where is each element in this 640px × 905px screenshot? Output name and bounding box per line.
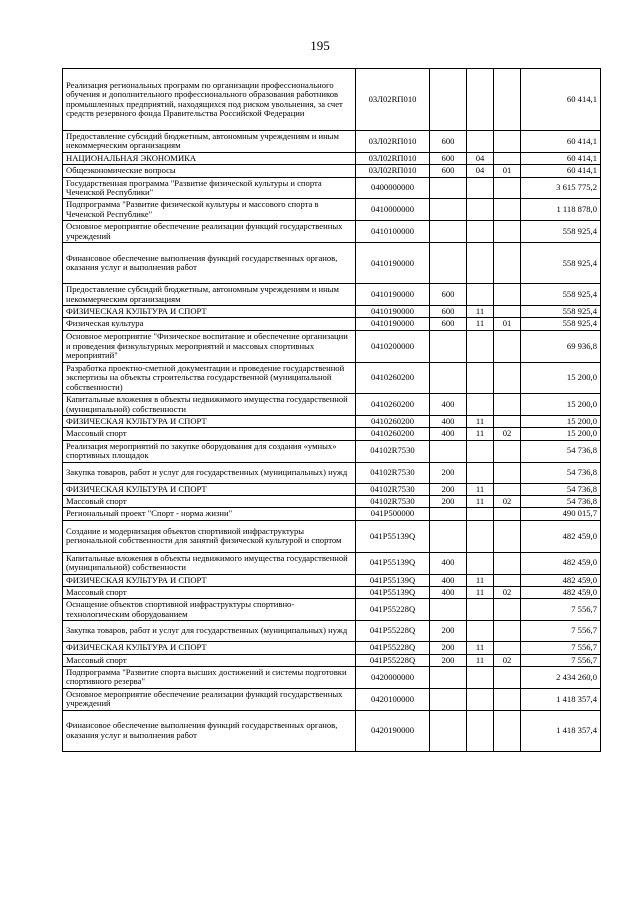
- cell-amount: 558 925,4: [521, 221, 601, 243]
- cell-rz: 11: [467, 306, 494, 318]
- table-row: [63, 330, 601, 362]
- cell-vr: [430, 710, 467, 751]
- cell-vr: 200: [430, 654, 467, 666]
- cell-pr: 01: [494, 165, 521, 177]
- cell-name: Капитальные вложения в объекты недвижимого имущества государственной (муниципальной) собственности: [63, 552, 356, 574]
- cell-vr: [430, 667, 467, 689]
- table-row: [63, 654, 601, 666]
- cell-code: 04102R7530: [356, 462, 430, 483]
- cell-vr: 600: [430, 284, 467, 306]
- cell-rz: 11: [467, 483, 494, 495]
- cell-vr: 600: [430, 131, 467, 153]
- cell-pr: 01: [494, 318, 521, 330]
- cell-code: 0410000000: [356, 199, 430, 221]
- cell-rz: 11: [467, 642, 494, 654]
- cell-code: 041P55139Q: [356, 586, 430, 598]
- cell-name: ФИЗИЧЕСКАЯ КУЛЬТУРА И СПОРТ: [63, 483, 356, 495]
- page-number: 195: [310, 38, 330, 53]
- cell-rz: 11: [467, 415, 494, 427]
- cell-rz: [467, 667, 494, 689]
- cell-code: 0410190000: [356, 243, 430, 284]
- cell-rz: [467, 330, 494, 362]
- cell-name: Массовый спорт: [63, 428, 356, 440]
- cell-code: 041P55139Q: [356, 552, 430, 574]
- cell-name: Финансовое обеспечение выполнения функций государственных органов, оказания услуг и выполнения работ: [63, 710, 356, 751]
- cell-vr: 200: [430, 621, 467, 642]
- cell-pr: [494, 362, 521, 393]
- cell-code: 0410200000: [356, 330, 430, 362]
- table-row: [63, 520, 601, 552]
- cell-pr: [494, 621, 521, 642]
- cell-vr: [430, 243, 467, 284]
- cell-rz: [467, 710, 494, 751]
- cell-vr: 600: [430, 306, 467, 318]
- table-row: [63, 152, 601, 164]
- cell-name: Реализация мероприятий по закупке оборудования для создания «умных» спортивных площадок: [63, 440, 356, 462]
- cell-rz: [467, 69, 494, 131]
- table-row: [63, 710, 601, 751]
- cell-name: Реализация региональных программ по организации профессионального обучения и дополнительного профессионального образования работников промышленных предприятий, находящихся под риском увольнения, за счет средств резервного фонда Правительства Российской Федерации: [63, 69, 356, 131]
- cell-code: 0410190000: [356, 318, 430, 330]
- cell-amount: 3 615 775,2: [521, 177, 601, 199]
- cell-amount: 482 459,0: [521, 520, 601, 552]
- cell-name: Государственная программа "Развитие физической культуры и спорта Чеченской Республики": [63, 177, 356, 199]
- cell-amount: 558 925,4: [521, 318, 601, 330]
- cell-amount: 54 736,8: [521, 440, 601, 462]
- cell-vr: 400: [430, 586, 467, 598]
- cell-amount: 60 414,1: [521, 69, 601, 131]
- cell-pr: [494, 552, 521, 574]
- table-row: [63, 131, 601, 153]
- cell-name: Закупка товаров, работ и услуг для государственных (муниципальных) нужд: [63, 462, 356, 483]
- cell-pr: [494, 69, 521, 131]
- cell-name: ФИЗИЧЕСКАЯ КУЛЬТУРА И СПОРТ: [63, 574, 356, 586]
- cell-name: Региональный проект "Спорт - норма жизни": [63, 508, 356, 520]
- cell-name: Общеэкономические вопросы: [63, 165, 356, 177]
- cell-amount: 558 925,4: [521, 306, 601, 318]
- cell-code: 041P55228Q: [356, 642, 430, 654]
- table-row: [63, 415, 601, 427]
- table-row: [63, 621, 601, 642]
- table-row: [63, 574, 601, 586]
- cell-vr: [430, 330, 467, 362]
- table-row: [63, 177, 601, 199]
- cell-amount: 15 200,0: [521, 362, 601, 393]
- cell-pr: [494, 440, 521, 462]
- cell-pr: [494, 131, 521, 153]
- cell-pr: [494, 574, 521, 586]
- table-row: [63, 69, 601, 131]
- cell-pr: [494, 221, 521, 243]
- table-row: [63, 508, 601, 520]
- table-row: [63, 552, 601, 574]
- cell-amount: 15 200,0: [521, 428, 601, 440]
- cell-code: 041P500000: [356, 508, 430, 520]
- budget-table: [62, 68, 601, 752]
- cell-rz: [467, 621, 494, 642]
- cell-amount: 482 459,0: [521, 574, 601, 586]
- cell-name: Оснащение объектов спортивной инфраструктуры спортивно-технологическим оборудованием: [63, 599, 356, 621]
- cell-vr: [430, 177, 467, 199]
- cell-vr: [430, 440, 467, 462]
- cell-name: Основное мероприятие обеспечение реализации функций государственных учреждений: [63, 221, 356, 243]
- cell-code: 041P55228Q: [356, 599, 430, 621]
- cell-vr: 600: [430, 318, 467, 330]
- cell-rz: [467, 284, 494, 306]
- cell-vr: 400: [430, 428, 467, 440]
- cell-amount: 7 556,7: [521, 654, 601, 666]
- cell-code: 041P55228Q: [356, 621, 430, 642]
- cell-rz: 04: [467, 152, 494, 164]
- cell-rz: [467, 688, 494, 710]
- table-row: [63, 362, 601, 393]
- cell-amount: 54 736,8: [521, 462, 601, 483]
- cell-pr: 02: [494, 654, 521, 666]
- cell-name: НАЦИОНАЛЬНАЯ ЭКОНОМИКА: [63, 152, 356, 164]
- cell-name: Массовый спорт: [63, 586, 356, 598]
- cell-amount: 54 736,8: [521, 483, 601, 495]
- cell-pr: [494, 667, 521, 689]
- table-row: [63, 495, 601, 507]
- cell-rz: 11: [467, 318, 494, 330]
- cell-code: 0410100000: [356, 221, 430, 243]
- cell-pr: [494, 415, 521, 427]
- table-row: [63, 306, 601, 318]
- cell-name: Предоставление субсидий бюджетным, автономным учреждениям и иным некоммерческим организациям: [63, 131, 356, 153]
- table-row: [63, 483, 601, 495]
- cell-code: 041P55139Q: [356, 574, 430, 586]
- table-row: [63, 428, 601, 440]
- cell-amount: 482 459,0: [521, 586, 601, 598]
- cell-code: 0410260200: [356, 362, 430, 393]
- cell-amount: 1 418 357,4: [521, 710, 601, 751]
- cell-name: ФИЗИЧЕСКАЯ КУЛЬТУРА И СПОРТ: [63, 642, 356, 654]
- cell-vr: 200: [430, 483, 467, 495]
- cell-amount: 54 736,8: [521, 495, 601, 507]
- table-row: [63, 394, 601, 416]
- cell-code: 04102R7530: [356, 483, 430, 495]
- cell-amount: 60 414,1: [521, 165, 601, 177]
- cell-vr: 600: [430, 165, 467, 177]
- cell-pr: [494, 330, 521, 362]
- cell-vr: [430, 688, 467, 710]
- cell-name: ФИЗИЧЕСКАЯ КУЛЬТУРА И СПОРТ: [63, 306, 356, 318]
- cell-code: 0410260200: [356, 428, 430, 440]
- table-row: [63, 199, 601, 221]
- cell-rz: [467, 221, 494, 243]
- cell-name: Основное мероприятие "Физическое воспитание и обеспечение организации и проведения физкультурных мероприятий и массовых спортивных мероприятий": [63, 330, 356, 362]
- cell-amount: 60 414,1: [521, 131, 601, 153]
- cell-name: Массовый спорт: [63, 654, 356, 666]
- cell-amount: 15 200,0: [521, 394, 601, 416]
- cell-vr: [430, 520, 467, 552]
- cell-pr: 02: [494, 586, 521, 598]
- cell-code: 0410260200: [356, 394, 430, 416]
- cell-rz: [467, 199, 494, 221]
- cell-code: 0400000000: [356, 177, 430, 199]
- table-row: [63, 688, 601, 710]
- cell-amount: 490 015,7: [521, 508, 601, 520]
- cell-pr: [494, 483, 521, 495]
- cell-rz: [467, 520, 494, 552]
- cell-rz: [467, 440, 494, 462]
- cell-vr: [430, 199, 467, 221]
- cell-rz: 11: [467, 495, 494, 507]
- cell-rz: 11: [467, 574, 494, 586]
- budget-table-body: [63, 69, 601, 752]
- cell-code: 03Л02RП010: [356, 131, 430, 153]
- table-row: [63, 318, 601, 330]
- cell-rz: [467, 462, 494, 483]
- cell-name: Предоставление субсидий бюджетным, автономным учреждениям и иным некоммерческим организациям: [63, 284, 356, 306]
- cell-vr: [430, 221, 467, 243]
- cell-rz: 11: [467, 428, 494, 440]
- cell-pr: [494, 642, 521, 654]
- cell-amount: 1 418 357,4: [521, 688, 601, 710]
- cell-name: Подпрограмма "Развитие спорта высших достижений и системы подготовки спортивного резерва": [63, 667, 356, 689]
- cell-name: Массовый спорт: [63, 495, 356, 507]
- table-row: [63, 243, 601, 284]
- cell-code: 041P55139Q: [356, 520, 430, 552]
- cell-code: 04102R7530: [356, 495, 430, 507]
- cell-code: 041P55228Q: [356, 654, 430, 666]
- cell-code: 0410260200: [356, 415, 430, 427]
- cell-rz: 11: [467, 586, 494, 598]
- cell-vr: 400: [430, 574, 467, 586]
- cell-rz: 11: [467, 654, 494, 666]
- table-row: [63, 284, 601, 306]
- cell-code: 04102R7530: [356, 440, 430, 462]
- cell-pr: [494, 306, 521, 318]
- cell-pr: [494, 599, 521, 621]
- cell-amount: 2 434 260,0: [521, 667, 601, 689]
- cell-vr: 200: [430, 642, 467, 654]
- cell-pr: [494, 520, 521, 552]
- cell-rz: [467, 243, 494, 284]
- cell-pr: [494, 462, 521, 483]
- cell-pr: [494, 177, 521, 199]
- cell-rz: [467, 508, 494, 520]
- cell-pr: [494, 688, 521, 710]
- cell-pr: [494, 199, 521, 221]
- cell-pr: 02: [494, 495, 521, 507]
- cell-code: 0420000000: [356, 667, 430, 689]
- table-row: [63, 586, 601, 598]
- table-row: [63, 462, 601, 483]
- cell-name: Финансовое обеспечение выполнения функций государственных органов, оказания услуг и выполнения работ: [63, 243, 356, 284]
- cell-pr: 02: [494, 428, 521, 440]
- cell-rz: [467, 362, 494, 393]
- table-row: [63, 642, 601, 654]
- cell-rz: [467, 394, 494, 416]
- cell-amount: 7 556,7: [521, 642, 601, 654]
- cell-amount: 558 925,4: [521, 284, 601, 306]
- cell-code: 0420100000: [356, 688, 430, 710]
- cell-code: 03Л02RП010: [356, 69, 430, 131]
- cell-name: Подпрограмма "Развитие физической культуры и массового спорта в Чеченской Республике": [63, 199, 356, 221]
- cell-code: 0410190000: [356, 284, 430, 306]
- cell-pr: [494, 152, 521, 164]
- cell-name: ФИЗИЧЕСКАЯ КУЛЬТУРА И СПОРТ: [63, 415, 356, 427]
- cell-rz: [467, 177, 494, 199]
- table-row: [63, 440, 601, 462]
- cell-name: Капитальные вложения в объекты недвижимого имущества государственной (муниципальной) собственности: [63, 394, 356, 416]
- cell-rz: [467, 131, 494, 153]
- cell-pr: [494, 508, 521, 520]
- cell-pr: [494, 243, 521, 284]
- cell-amount: 60 414,1: [521, 152, 601, 164]
- table-row: [63, 667, 601, 689]
- cell-code: 03Л02RП010: [356, 165, 430, 177]
- cell-vr: [430, 599, 467, 621]
- cell-vr: [430, 508, 467, 520]
- cell-code: 0410190000: [356, 306, 430, 318]
- cell-name: Закупка товаров, работ и услуг для государственных (муниципальных) нужд: [63, 621, 356, 642]
- table-row: [63, 599, 601, 621]
- cell-amount: 69 936,8: [521, 330, 601, 362]
- cell-vr: [430, 69, 467, 131]
- cell-code: 0420190000: [356, 710, 430, 751]
- cell-vr: 400: [430, 415, 467, 427]
- cell-pr: [494, 394, 521, 416]
- cell-vr: 200: [430, 495, 467, 507]
- cell-vr: 200: [430, 462, 467, 483]
- cell-code: 03Л02RП010: [356, 152, 430, 164]
- cell-amount: 482 459,0: [521, 552, 601, 574]
- cell-vr: 400: [430, 394, 467, 416]
- cell-name: Физическая культура: [63, 318, 356, 330]
- cell-amount: 7 556,7: [521, 621, 601, 642]
- cell-amount: 7 556,7: [521, 599, 601, 621]
- cell-amount: 1 118 878,0: [521, 199, 601, 221]
- cell-name: Основное мероприятие обеспечение реализации функций государственных учреждений: [63, 688, 356, 710]
- cell-pr: [494, 284, 521, 306]
- cell-vr: [430, 362, 467, 393]
- table-row: [63, 221, 601, 243]
- cell-amount: 558 925,4: [521, 243, 601, 284]
- cell-name: Разработка проектно-сметной документации и проведение государственной экспертизы на объекты строительства государственной (муниципальной собственности): [63, 362, 356, 393]
- cell-pr: [494, 710, 521, 751]
- cell-name: Создание и модернизация объектов спортивной инфраструктуры региональной собственности для занятий физической культурой и спортом: [63, 520, 356, 552]
- cell-rz: 04: [467, 165, 494, 177]
- cell-amount: 15 200,0: [521, 415, 601, 427]
- cell-vr: 600: [430, 152, 467, 164]
- cell-vr: 400: [430, 552, 467, 574]
- cell-rz: [467, 552, 494, 574]
- cell-rz: [467, 599, 494, 621]
- table-row: [63, 165, 601, 177]
